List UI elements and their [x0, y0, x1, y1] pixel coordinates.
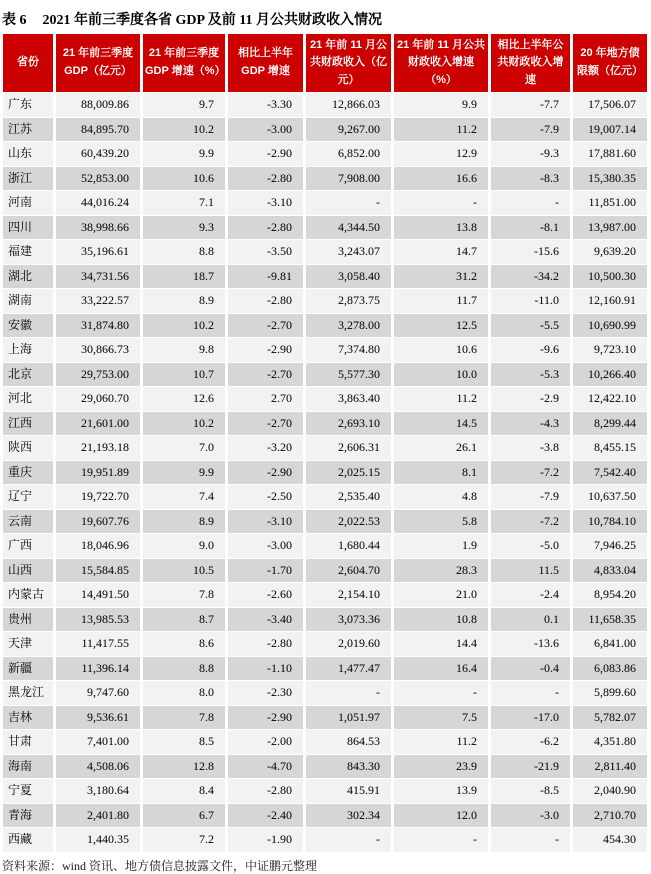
- value-cell: 3,180.64: [56, 779, 140, 803]
- table-row: [3, 583, 647, 607]
- table-row: [3, 191, 647, 215]
- table-row: [3, 93, 647, 117]
- value-cell: 11.2: [394, 387, 488, 411]
- value-cell: -2.50: [228, 485, 303, 509]
- value-cell: 1.9: [394, 534, 488, 558]
- value-cell: 12,160.91: [573, 289, 647, 313]
- table-row: [3, 461, 647, 485]
- value-cell: 2,693.10: [306, 412, 391, 436]
- province-cell: 贵州: [3, 608, 53, 632]
- value-cell: -3.20: [228, 436, 303, 460]
- value-cell: 4,351.80: [573, 730, 647, 754]
- table-row: [3, 167, 647, 191]
- province-cell: 浙江: [3, 167, 53, 191]
- value-cell: -3.8: [491, 436, 570, 460]
- value-cell: -5.0: [491, 534, 570, 558]
- value-cell: 7,908.00: [306, 167, 391, 191]
- value-cell: 2,710.70: [573, 804, 647, 828]
- province-cell: 河北: [3, 387, 53, 411]
- value-cell: -21.9: [491, 755, 570, 779]
- value-cell: 3,243.07: [306, 240, 391, 264]
- column-header: 21 年前 11 月公共财政收入增速（%）: [394, 34, 488, 92]
- table-row: [3, 142, 647, 166]
- value-cell: 9,639.20: [573, 240, 647, 264]
- value-cell: -2.70: [228, 412, 303, 436]
- table-row: [3, 559, 647, 583]
- province-cell: 黑龙江: [3, 681, 53, 705]
- value-cell: 3,278.00: [306, 314, 391, 338]
- value-cell: 34,731.56: [56, 265, 140, 289]
- value-cell: 10,500.30: [573, 265, 647, 289]
- value-cell: 16.6: [394, 167, 488, 191]
- value-cell: 3,073.36: [306, 608, 391, 632]
- value-cell: 12,866.03: [306, 93, 391, 117]
- value-cell: 2,811.40: [573, 755, 647, 779]
- value-cell: 7,946.25: [573, 534, 647, 558]
- value-cell: 33,222.57: [56, 289, 140, 313]
- value-cell: 10,637.50: [573, 485, 647, 509]
- value-cell: 2,154.10: [306, 583, 391, 607]
- table-row: [3, 681, 647, 705]
- value-cell: 2,040.90: [573, 779, 647, 803]
- value-cell: 52,853.00: [56, 167, 140, 191]
- province-cell: 云南: [3, 510, 53, 534]
- value-cell: 12.9: [394, 142, 488, 166]
- value-cell: 9.0: [143, 534, 225, 558]
- value-cell: 4,508.06: [56, 755, 140, 779]
- value-cell: 19,722.70: [56, 485, 140, 509]
- value-cell: 9.9: [394, 93, 488, 117]
- value-cell: 10,784.10: [573, 510, 647, 534]
- value-cell: 10.6: [143, 167, 225, 191]
- value-cell: -: [306, 191, 391, 215]
- value-cell: 2,606.31: [306, 436, 391, 460]
- value-cell: 8.0: [143, 681, 225, 705]
- value-cell: 864.53: [306, 730, 391, 754]
- value-cell: 8,954.20: [573, 583, 647, 607]
- value-cell: -2.00: [228, 730, 303, 754]
- table-row: [3, 510, 647, 534]
- value-cell: -: [306, 828, 391, 852]
- value-cell: -3.0: [491, 804, 570, 828]
- value-cell: 5.8: [394, 510, 488, 534]
- value-cell: 7,542.40: [573, 461, 647, 485]
- value-cell: 2,873.75: [306, 289, 391, 313]
- value-cell: -34.2: [491, 265, 570, 289]
- province-cell: 湖南: [3, 289, 53, 313]
- province-cell: 北京: [3, 363, 53, 387]
- value-cell: 14,491.50: [56, 583, 140, 607]
- value-cell: 11,396.14: [56, 657, 140, 681]
- table-row: [3, 363, 647, 387]
- province-cell: 上海: [3, 338, 53, 362]
- value-cell: 17,506.07: [573, 93, 647, 117]
- province-cell: 内蒙古: [3, 583, 53, 607]
- value-cell: 7,401.00: [56, 730, 140, 754]
- column-header: 21 年前三季度 GDP（亿元）: [56, 34, 140, 92]
- column-header: 省份: [3, 34, 53, 92]
- table-number-label: 表 6: [2, 13, 27, 28]
- value-cell: 29,060.70: [56, 387, 140, 411]
- value-cell: 2,019.60: [306, 632, 391, 656]
- value-cell: 19,007.14: [573, 118, 647, 142]
- province-cell: 西藏: [3, 828, 53, 852]
- value-cell: 38,998.66: [56, 216, 140, 240]
- table-row: [3, 534, 647, 558]
- value-cell: 9.3: [143, 216, 225, 240]
- value-cell: 8.8: [143, 240, 225, 264]
- value-cell: 1,680.44: [306, 534, 391, 558]
- value-cell: 14.7: [394, 240, 488, 264]
- table-body: [3, 93, 647, 852]
- province-cell: 天津: [3, 632, 53, 656]
- value-cell: -2.9: [491, 387, 570, 411]
- value-cell: 10,266.40: [573, 363, 647, 387]
- table-header: [3, 34, 647, 92]
- value-cell: -17.0: [491, 706, 570, 730]
- value-cell: -1.90: [228, 828, 303, 852]
- value-cell: 8,455.15: [573, 436, 647, 460]
- table-title-text: 2021 年前三季度各省 GDP 及前 11 月公共财政收入情况: [42, 13, 383, 28]
- table-row: [3, 216, 647, 240]
- value-cell: 60,439.20: [56, 142, 140, 166]
- value-cell: 14.5: [394, 412, 488, 436]
- value-cell: -2.80: [228, 167, 303, 191]
- value-cell: 12.0: [394, 804, 488, 828]
- value-cell: 8,299.44: [573, 412, 647, 436]
- column-header: 20 年地方债限额（亿元）: [573, 34, 647, 92]
- value-cell: -1.10: [228, 657, 303, 681]
- value-cell: 18.7: [143, 265, 225, 289]
- table-row: [3, 828, 647, 852]
- column-header: 相比上半年公共财政收入增速: [491, 34, 570, 92]
- value-cell: 7.2: [143, 828, 225, 852]
- value-cell: -2.30: [228, 681, 303, 705]
- value-cell: 2,604.70: [306, 559, 391, 583]
- column-header: 21 年前三季度 GDP 增速（%）: [143, 34, 225, 92]
- value-cell: 10.0: [394, 363, 488, 387]
- value-cell: 2,025.15: [306, 461, 391, 485]
- value-cell: 4.8: [394, 485, 488, 509]
- value-cell: 8.6: [143, 632, 225, 656]
- value-cell: -: [394, 681, 488, 705]
- value-cell: -7.9: [491, 485, 570, 509]
- value-cell: 35,196.61: [56, 240, 140, 264]
- value-cell: 21.0: [394, 583, 488, 607]
- value-cell: 11.2: [394, 730, 488, 754]
- table-row: [3, 118, 647, 142]
- value-cell: -7.9: [491, 118, 570, 142]
- value-cell: 8.8: [143, 657, 225, 681]
- value-cell: 21,193.18: [56, 436, 140, 460]
- value-cell: -9.3: [491, 142, 570, 166]
- province-cell: 海南: [3, 755, 53, 779]
- value-cell: -13.6: [491, 632, 570, 656]
- value-cell: 23.9: [394, 755, 488, 779]
- value-cell: -11.0: [491, 289, 570, 313]
- column-header: 21 年前 11 月公共财政收入（亿元）: [306, 34, 391, 92]
- value-cell: 6,841.00: [573, 632, 647, 656]
- value-cell: 9,723.10: [573, 338, 647, 362]
- province-cell: 山东: [3, 142, 53, 166]
- value-cell: 12.8: [143, 755, 225, 779]
- value-cell: -2.40: [228, 804, 303, 828]
- value-cell: 14.4: [394, 632, 488, 656]
- value-cell: 2.70: [228, 387, 303, 411]
- province-cell: 湖北: [3, 265, 53, 289]
- value-cell: 19,607.76: [56, 510, 140, 534]
- value-cell: 17,881.60: [573, 142, 647, 166]
- value-cell: 7.8: [143, 706, 225, 730]
- value-cell: -3.40: [228, 608, 303, 632]
- value-cell: -2.4: [491, 583, 570, 607]
- value-cell: -2.80: [228, 632, 303, 656]
- value-cell: -2.70: [228, 314, 303, 338]
- value-cell: 1,440.35: [56, 828, 140, 852]
- value-cell: 11,658.35: [573, 608, 647, 632]
- value-cell: 9.9: [143, 461, 225, 485]
- value-cell: 8.1: [394, 461, 488, 485]
- province-cell: 重庆: [3, 461, 53, 485]
- value-cell: 88,009.86: [56, 93, 140, 117]
- value-cell: 21,601.00: [56, 412, 140, 436]
- value-cell: 4,344.50: [306, 216, 391, 240]
- table-row: [3, 804, 647, 828]
- table-row: [3, 485, 647, 509]
- value-cell: 44,016.24: [56, 191, 140, 215]
- value-cell: 2,535.40: [306, 485, 391, 509]
- value-cell: 8.5: [143, 730, 225, 754]
- value-cell: -9.81: [228, 265, 303, 289]
- value-cell: 11,851.00: [573, 191, 647, 215]
- value-cell: -: [394, 828, 488, 852]
- value-cell: -2.80: [228, 779, 303, 803]
- value-cell: 6.7: [143, 804, 225, 828]
- value-cell: -5.3: [491, 363, 570, 387]
- value-cell: 7.0: [143, 436, 225, 460]
- value-cell: 12.5: [394, 314, 488, 338]
- province-cell: 江西: [3, 412, 53, 436]
- value-cell: 415.91: [306, 779, 391, 803]
- value-cell: 31,874.80: [56, 314, 140, 338]
- value-cell: -2.80: [228, 216, 303, 240]
- value-cell: 13.9: [394, 779, 488, 803]
- province-cell: 山西: [3, 559, 53, 583]
- value-cell: -2.90: [228, 461, 303, 485]
- value-cell: -2.80: [228, 289, 303, 313]
- value-cell: -5.5: [491, 314, 570, 338]
- value-cell: 9,267.00: [306, 118, 391, 142]
- value-cell: 6,083.86: [573, 657, 647, 681]
- value-cell: 10,690.99: [573, 314, 647, 338]
- province-cell: 新疆: [3, 657, 53, 681]
- table-row: [3, 387, 647, 411]
- value-cell: 11.7: [394, 289, 488, 313]
- value-cell: 8.4: [143, 779, 225, 803]
- value-cell: 302.34: [306, 804, 391, 828]
- table-row: [3, 706, 647, 730]
- value-cell: -: [491, 828, 570, 852]
- value-cell: 13.8: [394, 216, 488, 240]
- value-cell: -9.6: [491, 338, 570, 362]
- value-cell: 13,985.53: [56, 608, 140, 632]
- value-cell: -8.5: [491, 779, 570, 803]
- value-cell: 18,046.96: [56, 534, 140, 558]
- value-cell: -3.00: [228, 118, 303, 142]
- value-cell: -8.3: [491, 167, 570, 191]
- value-cell: 7.4: [143, 485, 225, 509]
- gdp-fiscal-table: [0, 33, 650, 853]
- value-cell: -: [491, 191, 570, 215]
- value-cell: -8.1: [491, 216, 570, 240]
- value-cell: 7.1: [143, 191, 225, 215]
- value-cell: 13,987.00: [573, 216, 647, 240]
- value-cell: 5,577.30: [306, 363, 391, 387]
- value-cell: 9,536.61: [56, 706, 140, 730]
- value-cell: 10.2: [143, 412, 225, 436]
- value-cell: 10.2: [143, 118, 225, 142]
- value-cell: 11.5: [491, 559, 570, 583]
- value-cell: 8.9: [143, 289, 225, 313]
- value-cell: -: [394, 191, 488, 215]
- value-cell: 15,380.35: [573, 167, 647, 191]
- value-cell: -2.90: [228, 338, 303, 362]
- value-cell: 10.2: [143, 314, 225, 338]
- value-cell: 9.9: [143, 142, 225, 166]
- table-row: [3, 289, 647, 313]
- value-cell: 10.5: [143, 559, 225, 583]
- value-cell: 8.9: [143, 510, 225, 534]
- value-cell: 843.30: [306, 755, 391, 779]
- value-cell: 6,852.00: [306, 142, 391, 166]
- value-cell: -0.4: [491, 657, 570, 681]
- value-cell: 15,584.85: [56, 559, 140, 583]
- table-row: [3, 436, 647, 460]
- value-cell: -: [306, 681, 391, 705]
- value-cell: 11,417.55: [56, 632, 140, 656]
- table-row: [3, 240, 647, 264]
- table-row: [3, 779, 647, 803]
- value-cell: 26.1: [394, 436, 488, 460]
- table-row: [3, 265, 647, 289]
- value-cell: -7.2: [491, 510, 570, 534]
- table-row: [3, 314, 647, 338]
- province-cell: 广西: [3, 534, 53, 558]
- province-cell: 青海: [3, 804, 53, 828]
- province-cell: 宁夏: [3, 779, 53, 803]
- value-cell: 10.6: [394, 338, 488, 362]
- table-row: [3, 338, 647, 362]
- value-cell: 7.8: [143, 583, 225, 607]
- province-cell: 陕西: [3, 436, 53, 460]
- table-header-row: [3, 34, 647, 92]
- value-cell: -3.30: [228, 93, 303, 117]
- province-cell: 四川: [3, 216, 53, 240]
- table-title: [0, 0, 651, 33]
- value-cell: -6.2: [491, 730, 570, 754]
- value-cell: -3.00: [228, 534, 303, 558]
- table-row: [3, 412, 647, 436]
- value-cell: -4.70: [228, 755, 303, 779]
- value-cell: -1.70: [228, 559, 303, 583]
- value-cell: -2.60: [228, 583, 303, 607]
- column-header: 相比上半年 GDP 增速: [228, 34, 303, 92]
- value-cell: 2,401.80: [56, 804, 140, 828]
- value-cell: -4.3: [491, 412, 570, 436]
- value-cell: 8.7: [143, 608, 225, 632]
- table-row: [3, 730, 647, 754]
- value-cell: 5,782.07: [573, 706, 647, 730]
- value-cell: 28.3: [394, 559, 488, 583]
- value-cell: 1,477.47: [306, 657, 391, 681]
- value-cell: 0.1: [491, 608, 570, 632]
- value-cell: 19,951.89: [56, 461, 140, 485]
- value-cell: 454.30: [573, 828, 647, 852]
- source-note: 资料来源：wind 资讯、地方债信息披露文件，中证鹏元整理: [2, 858, 318, 873]
- value-cell: 12,422.10: [573, 387, 647, 411]
- table-row: [3, 657, 647, 681]
- province-cell: 广东: [3, 93, 53, 117]
- value-cell: 10.8: [394, 608, 488, 632]
- table-row: [3, 632, 647, 656]
- province-cell: 吉林: [3, 706, 53, 730]
- value-cell: 7,374.80: [306, 338, 391, 362]
- value-cell: -7.2: [491, 461, 570, 485]
- province-cell: 甘肃: [3, 730, 53, 754]
- value-cell: 3,058.40: [306, 265, 391, 289]
- value-cell: -3.10: [228, 191, 303, 215]
- value-cell: 1,051.97: [306, 706, 391, 730]
- value-cell: -: [491, 681, 570, 705]
- table-row: [3, 608, 647, 632]
- province-cell: 河南: [3, 191, 53, 215]
- value-cell: 9.7: [143, 93, 225, 117]
- value-cell: -15.6: [491, 240, 570, 264]
- value-cell: 16.4: [394, 657, 488, 681]
- province-cell: 江苏: [3, 118, 53, 142]
- value-cell: -2.90: [228, 142, 303, 166]
- value-cell: 3,863.40: [306, 387, 391, 411]
- value-cell: 4,833.04: [573, 559, 647, 583]
- value-cell: 11.2: [394, 118, 488, 142]
- value-cell: 5,899.60: [573, 681, 647, 705]
- table-row: [3, 755, 647, 779]
- value-cell: 9,747.60: [56, 681, 140, 705]
- value-cell: 84,895.70: [56, 118, 140, 142]
- value-cell: 30,866.73: [56, 338, 140, 362]
- value-cell: 29,753.00: [56, 363, 140, 387]
- value-cell: -2.70: [228, 363, 303, 387]
- value-cell: -3.50: [228, 240, 303, 264]
- province-cell: 福建: [3, 240, 53, 264]
- value-cell: 12.6: [143, 387, 225, 411]
- value-cell: -3.10: [228, 510, 303, 534]
- province-cell: 安徽: [3, 314, 53, 338]
- province-cell: 辽宁: [3, 485, 53, 509]
- value-cell: 10.7: [143, 363, 225, 387]
- value-cell: -2.90: [228, 706, 303, 730]
- value-cell: 9.8: [143, 338, 225, 362]
- value-cell: -7.7: [491, 93, 570, 117]
- value-cell: 31.2: [394, 265, 488, 289]
- value-cell: 7.5: [394, 706, 488, 730]
- value-cell: 2,022.53: [306, 510, 391, 534]
